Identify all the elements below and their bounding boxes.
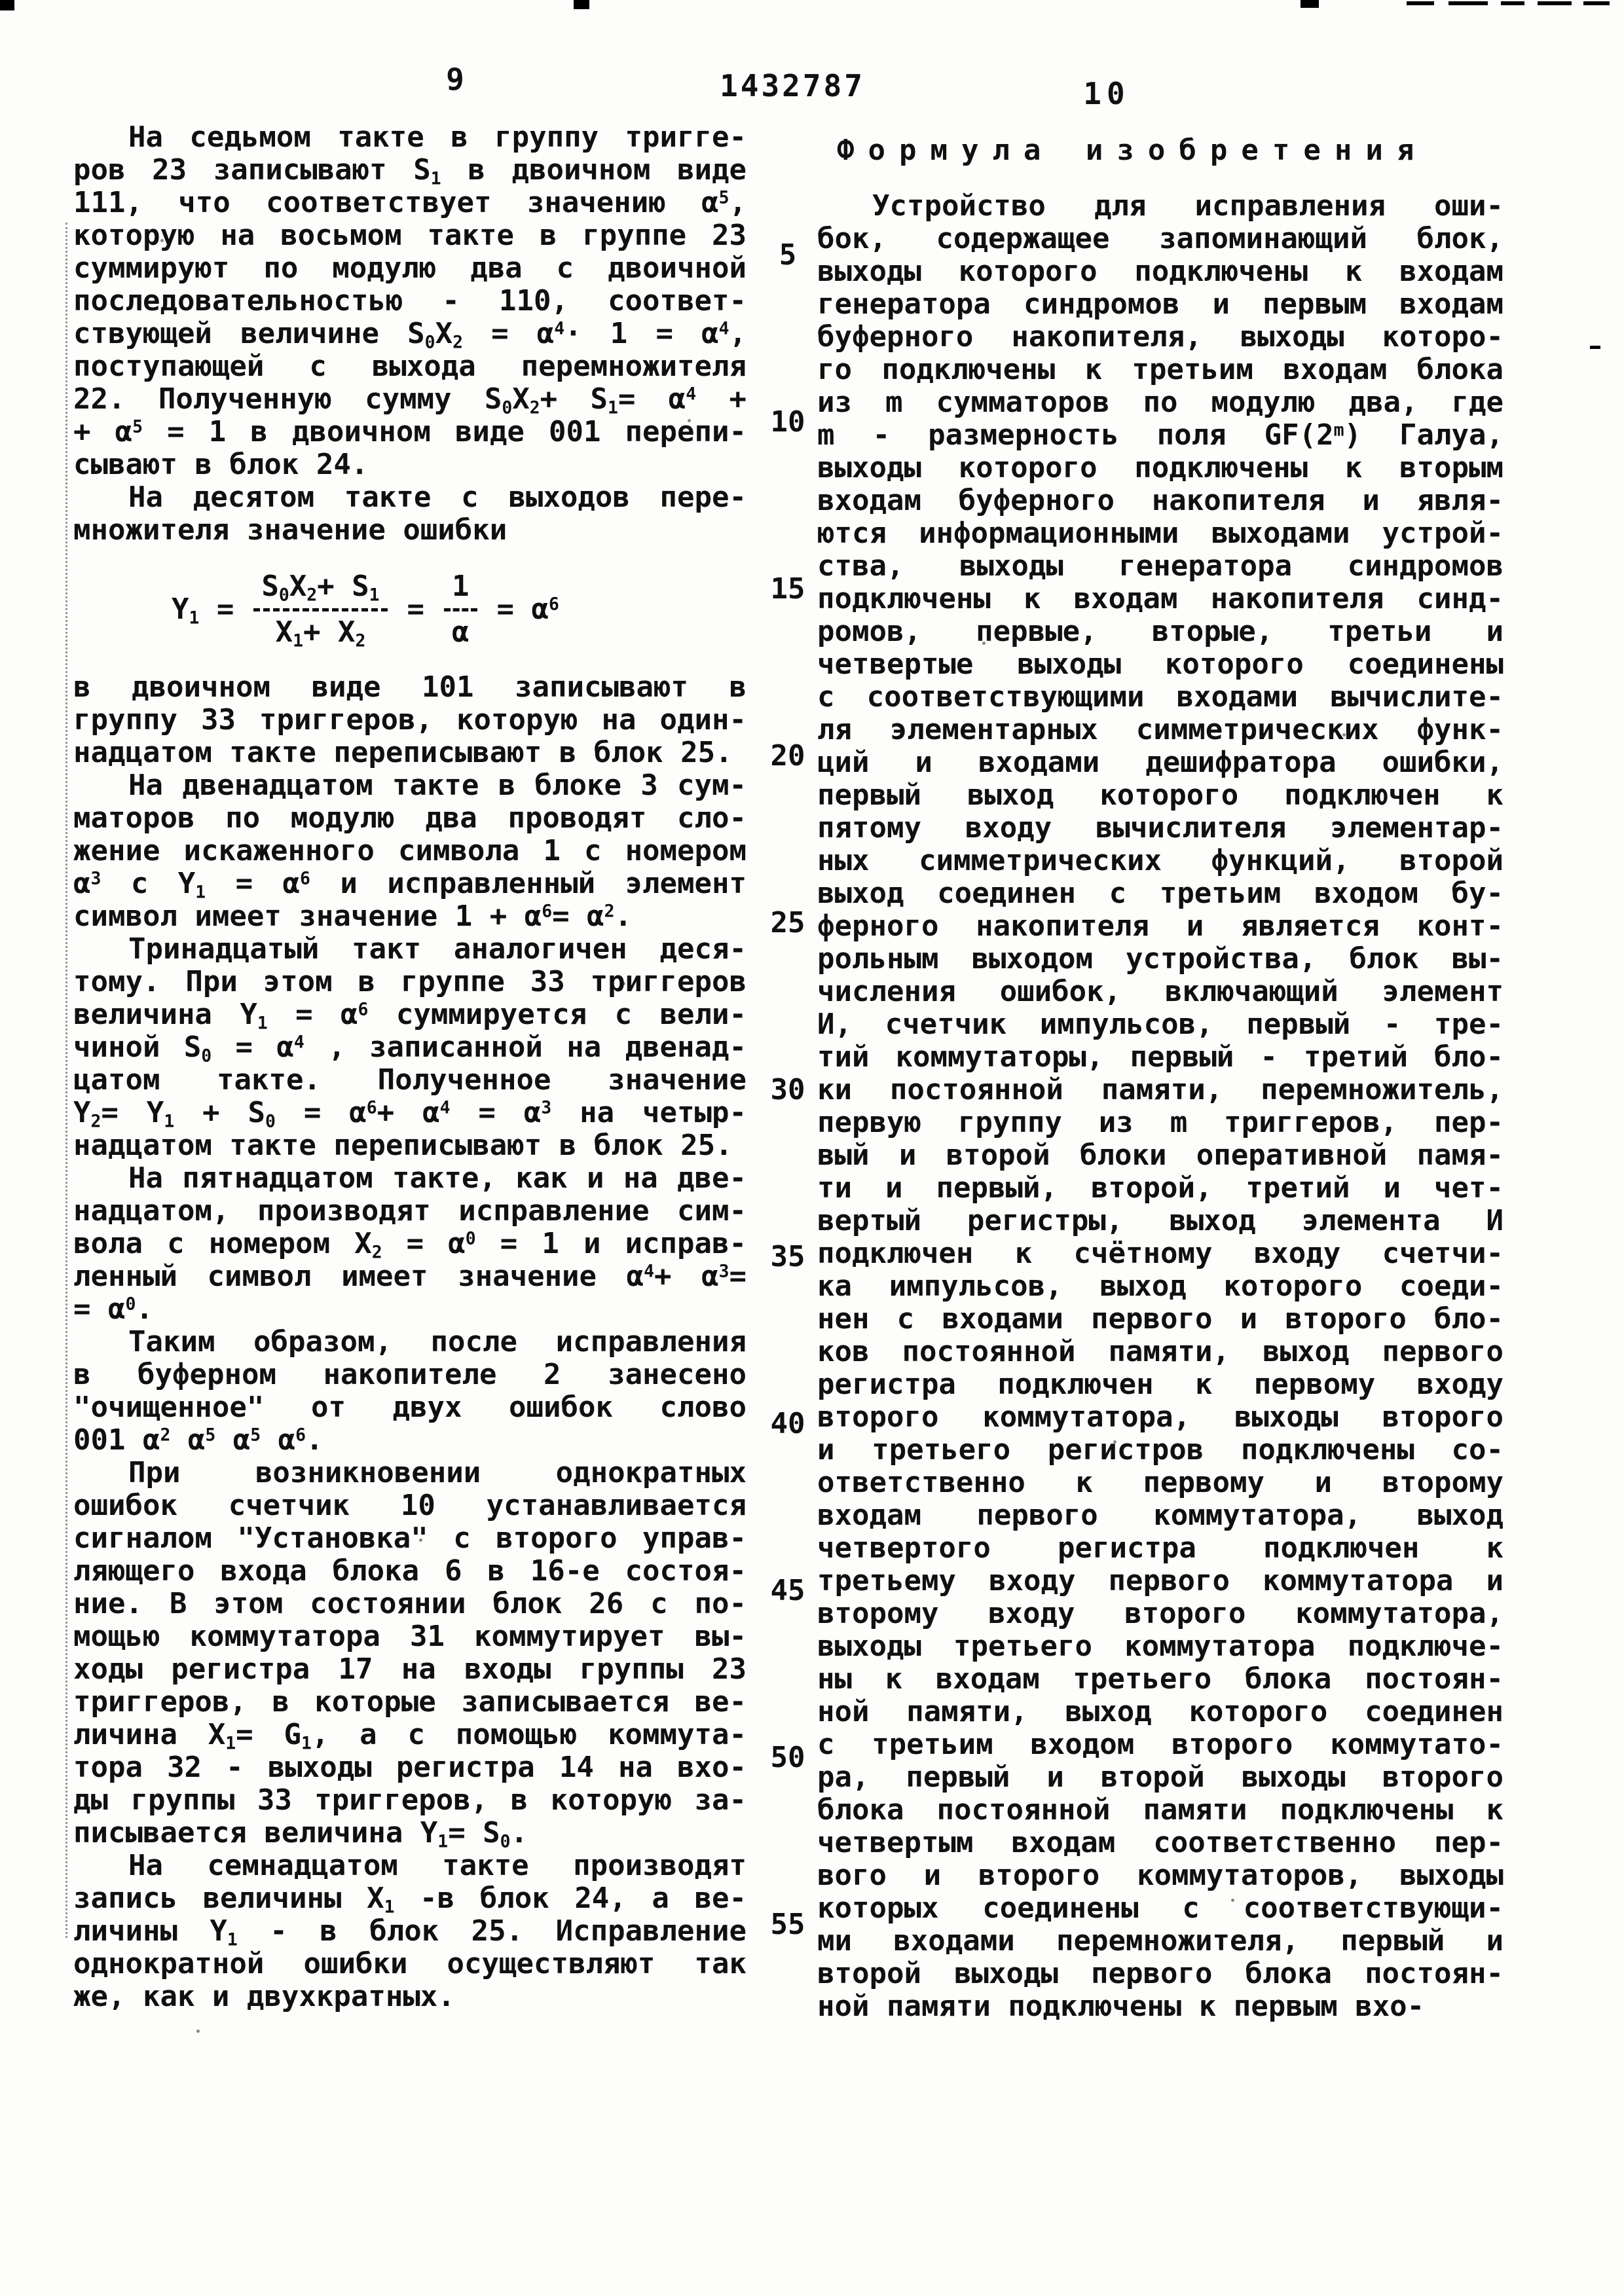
text-line: однократной ошибки осуществляют так [73,1947,747,1980]
text-line: тора 32 - выходы регистра 14 на вхо- [73,1751,747,1784]
scan-artifact [1538,1,1572,5]
scan-artifact [1301,0,1319,8]
text-line: четвертые выходы которого соединены [817,647,1504,681]
text-line: генератора синдромов и первым входам [817,287,1504,321]
text-line: На двенадцатом такте в блоке 3 сум- [128,769,747,802]
text-line: ля элементарных симметрических функ- [817,713,1504,746]
text-line: которых соединены с соответствующи- [817,1891,1504,1925]
line-number: 20 [770,739,805,773]
text-line: ра, первый и второй выходы второго [817,1760,1504,1794]
line-number: 5 [779,238,797,272]
line-number: 55 [770,1908,805,1941]
text-line: го подключены к третьим входам блока [817,353,1504,386]
text-line: поступающей с выхода перемножителя [73,350,747,383]
text-line: символ имеет значение $1 + \alpha^6= \alpha^2$. [73,900,633,933]
scan-artifact [574,0,589,9]
text-line: второй выходы первого блока постоян- [817,1957,1504,1990]
text-line: ки постоянной памяти, перемножитель, [817,1073,1504,1106]
text-line: На семнадцатом такте производят [128,1849,747,1882]
text-line: жение искаженного символа 1 с номером [73,834,747,867]
text-line: множителя значение ошибки [73,513,507,547]
text-line: личины $Y_1$ - в блок 25. Исправление [73,1914,747,1950]
text-line: ной памяти подключены к первым вхо- [817,1990,1425,2023]
text-line: надцатом, производят исправление сим- [73,1194,747,1228]
text-line: буферного накопителя, выходы которо- [817,320,1504,354]
text-line: последовательностью - 110, соответ- [73,284,747,318]
text-line: вола с номером $X_2 = \alpha^0 = 1$ и исправ- [73,1227,747,1263]
left-column-text-top [73,121,747,547]
text-line: сигналом "Установка" с второго управ- [73,1522,747,1555]
text-line: Тринадцатый такт аналогичен деся- [128,932,747,966]
page-number-left: 9 [446,62,464,97]
text-line: надцатом такте переписывают в блок 25. [73,736,733,769]
formula-equals: = [407,592,425,626]
text-line: ходы регистра 17 на входы группы 23 [73,1652,747,1686]
text-line: третьему входу первого коммутатора и [817,1564,1504,1597]
text-line: бок, содержащее запоминающий блок, [817,222,1504,255]
text-line: которую на восьмом такте в группе 23 [73,219,747,252]
text-line: "очищенное" от двух ошибок слово [73,1391,747,1424]
text-line: ются информационными выходами устрой- [817,517,1504,550]
text-line: ленный символ имеет значение $\alpha^4+ \alpha^3=$ [73,1260,747,1293]
text-line: Таким образом, после исправления [128,1325,747,1358]
text-line: подключен к счётному входу счетчи- [817,1237,1504,1270]
text-line: выходы которого подключены к входам [817,255,1504,288]
text-line: надцатом такте переписывают в блок 25. [73,1129,733,1162]
page-number-right: 10 [1083,76,1130,111]
error-value-formula [73,547,747,671]
text-line: ной памяти, выход которого соединен [817,1695,1504,1728]
text-line: ды группы 33 триггеров, в которую за- [73,1783,747,1817]
text-line: из m сумматоров по модулю два, где [817,386,1504,419]
text-line: же, как и двухкратных. [73,1980,455,2013]
text-line: входам буферного накопителя и явля- [817,484,1504,517]
scan-artifact [0,0,14,10]
formula-rhs: = $\alpha^6$ [496,592,559,626]
text-line: ромов, первые, вторые, третьи и [817,615,1504,648]
text-line: $\alpha^3$ с $Y_1 = \alpha^6$ и исправленный элемент [73,867,747,903]
text-line: сывают в блок 24. [73,448,369,481]
text-line: в двоичном виде 101 записывают в [73,670,747,704]
text-line: При возникновении однократных [128,1456,747,1489]
line-number: 15 [770,572,805,606]
text-line: тий коммутаторы, первый - третий бло- [817,1040,1504,1074]
fraction-denominator: $X_1+ X_2$ [275,615,366,651]
text-line: суммируют по модулю два с двоичной [73,251,747,285]
text-line: = $\alpha^0$. [73,1292,153,1326]
text-line: вертый регистры, выход элемента И [817,1204,1504,1237]
text-line: выход соединен с третьим входом бу- [817,877,1504,910]
text-line: нен с входами первого и второго бло- [817,1302,1504,1336]
text-line: ных симметрических функций, второй [817,844,1504,877]
text-line: ствующей величине $S_0X_2 = \alpha^4\cdot 1 = \alpha^4$, [73,317,747,353]
text-line: подключены к входам накопителя синд- [817,582,1504,615]
line-number: 45 [770,1574,805,1607]
text-line: второго коммутатора, выходы второго [817,1400,1504,1434]
text-line: ны к входам третьего блока постоян- [817,1662,1504,1696]
scan-speck [196,2030,200,2033]
text-line: числения ошибок, включающий элемент [817,975,1504,1008]
text-line: ров 23 записывают $S_1$ в двоичном виде [73,153,747,189]
text-line: На десятом такте с выходов пере- [128,481,747,514]
text-line: ков постоянной памяти, выход первого [817,1335,1504,1368]
fraction-denominator: α [452,615,470,649]
claims-text [817,190,1504,2023]
text-line: ций и входами дешифратора ошибки, [817,746,1504,779]
text-line: выходы которого подключены к вторым [817,451,1504,484]
formula-lhs: $Y_1$ = [172,592,234,628]
text-line: блока постоянной памяти подключены к [817,1793,1504,1827]
text-line: ства, выходы генератора синдромов [817,549,1504,583]
text-line: И, счетчик импульсов, первый - тре- [817,1008,1504,1041]
text-line: На седьмом такте в группу тригге- [128,120,747,154]
text-line: ляющего входа блока 6 в 16-е состоя- [73,1554,747,1588]
text-line: ферного накопителя и является конт- [817,909,1504,943]
text-line: четвертым входам соответственно пер- [817,1826,1504,1859]
text-line: с третьим входом второго коммутато- [817,1728,1504,1761]
left-column-text-bottom [73,671,747,2013]
claims-heading: Формула изобретения [837,134,1428,167]
text-line: триггеров, в которые записывается ве- [73,1685,747,1719]
text-line: ка импульсов, выход которого соеди- [817,1269,1504,1303]
text-line: + $\alpha^5 = 1$ в двоичном виде 001 перепи- [73,415,747,448]
text-line: с соответствующими входами вычислите- [817,680,1504,714]
text-line: $Y_2= Y_1 + S_0 = \alpha^6+ \alpha^4 = \alpha^3$ на четыр- [73,1096,747,1132]
line-number: 35 [770,1240,805,1273]
text-line: На пятнадцатом такте, как и на две- [128,1161,747,1195]
text-line: писывается величина $Y_1= S_0$. [73,1816,528,1852]
text-line: 001 $\alpha^2$ $\alpha^5$ $\alpha^5$ $\alpha^6$. [73,1423,323,1457]
text-line: 111, что соответствует значению $\alpha^5$, [73,186,747,219]
text-line: Устройство для исправления оши- [872,189,1504,223]
text-line: мощью коммутатора 31 коммутирует вы- [73,1620,747,1653]
line-number: 40 [770,1407,805,1440]
line-number: 30 [770,1073,805,1106]
formula-fraction-2 [444,570,477,649]
text-line: группу 33 триггеров, которую на один- [73,703,747,737]
text-line: ми входами перемножителя, первый и [817,1924,1504,1958]
left-column [73,121,747,2013]
text-line: цатом такте. Полученное значение [73,1063,747,1097]
text-line: ти и первый, второй, третий и чет- [817,1171,1504,1205]
text-line: входам первого коммутатора, выход [817,1499,1504,1532]
text-line: 22. Полученную сумму $S_0X_2+ S_1= \alpha^4$ + [73,382,747,418]
text-line: пятому входу вычислителя элементар- [817,811,1504,845]
scan-artifact [1501,1,1524,5]
patent-number: 1432787 [720,68,865,103]
text-line: личина $X_1= G_1$, а с помощью коммута- [73,1718,747,1754]
text-line: выходы третьего коммутатора подключе- [817,1630,1504,1663]
text-line: m - размерность поля GF(2$^m$) Галуа, [817,418,1504,452]
text-line: первую группу из m триггеров, пер- [817,1106,1504,1139]
text-line: маторов по модулю два проводят сло- [73,801,747,835]
text-line: вый и второй блоки оперативной памя- [817,1139,1504,1172]
text-line: тому. При этом в группе 33 триггеров [73,965,747,998]
text-line: ошибок счетчик 10 устанавливается [73,1489,747,1522]
right-column [817,134,1504,2023]
line-number: 10 [770,405,805,439]
line-number: 50 [770,1741,805,1774]
fraction-numerator: 1 [444,570,477,611]
line-number: 25 [770,906,805,939]
fraction-numerator: $S_0X_2+ S_1$ [253,570,387,611]
text-line: четвертого регистра подключен к [817,1531,1504,1565]
text-line: второму входу второго коммутатора, [817,1597,1504,1630]
text-line: чиной $S_0 = \alpha^4$ , записанной на двенад- [73,1030,747,1066]
text-line: первый выход которого подключен к [817,778,1504,812]
scan-artifact [1583,1,1610,5]
text-line: и третьего регистров подключены со- [817,1433,1504,1467]
text-line: в буферном накопителе 2 занесено [73,1358,747,1391]
text-line: вого и второго коммутаторов, выходы [817,1859,1504,1892]
text-line: ответственно к первому и второму [817,1466,1504,1499]
scan-artifact [1590,346,1600,349]
text-line: рольным выходом устройства, блок вы- [817,942,1504,975]
scan-artifact [1407,1,1434,5]
text-line: величина $Y_1 = \alpha^6$ суммируется с вели- [73,998,747,1034]
formula-fraction-1 [253,570,387,649]
text-line: запись величины $X_1$ -в блок 24, а ве- [73,1882,747,1918]
text-line: регистра подключен к первому входу [817,1368,1504,1401]
scan-artifact [1449,1,1488,5]
text-line: ние. В этом состоянии блок 26 с по- [73,1587,747,1620]
fold-line [65,223,67,1938]
